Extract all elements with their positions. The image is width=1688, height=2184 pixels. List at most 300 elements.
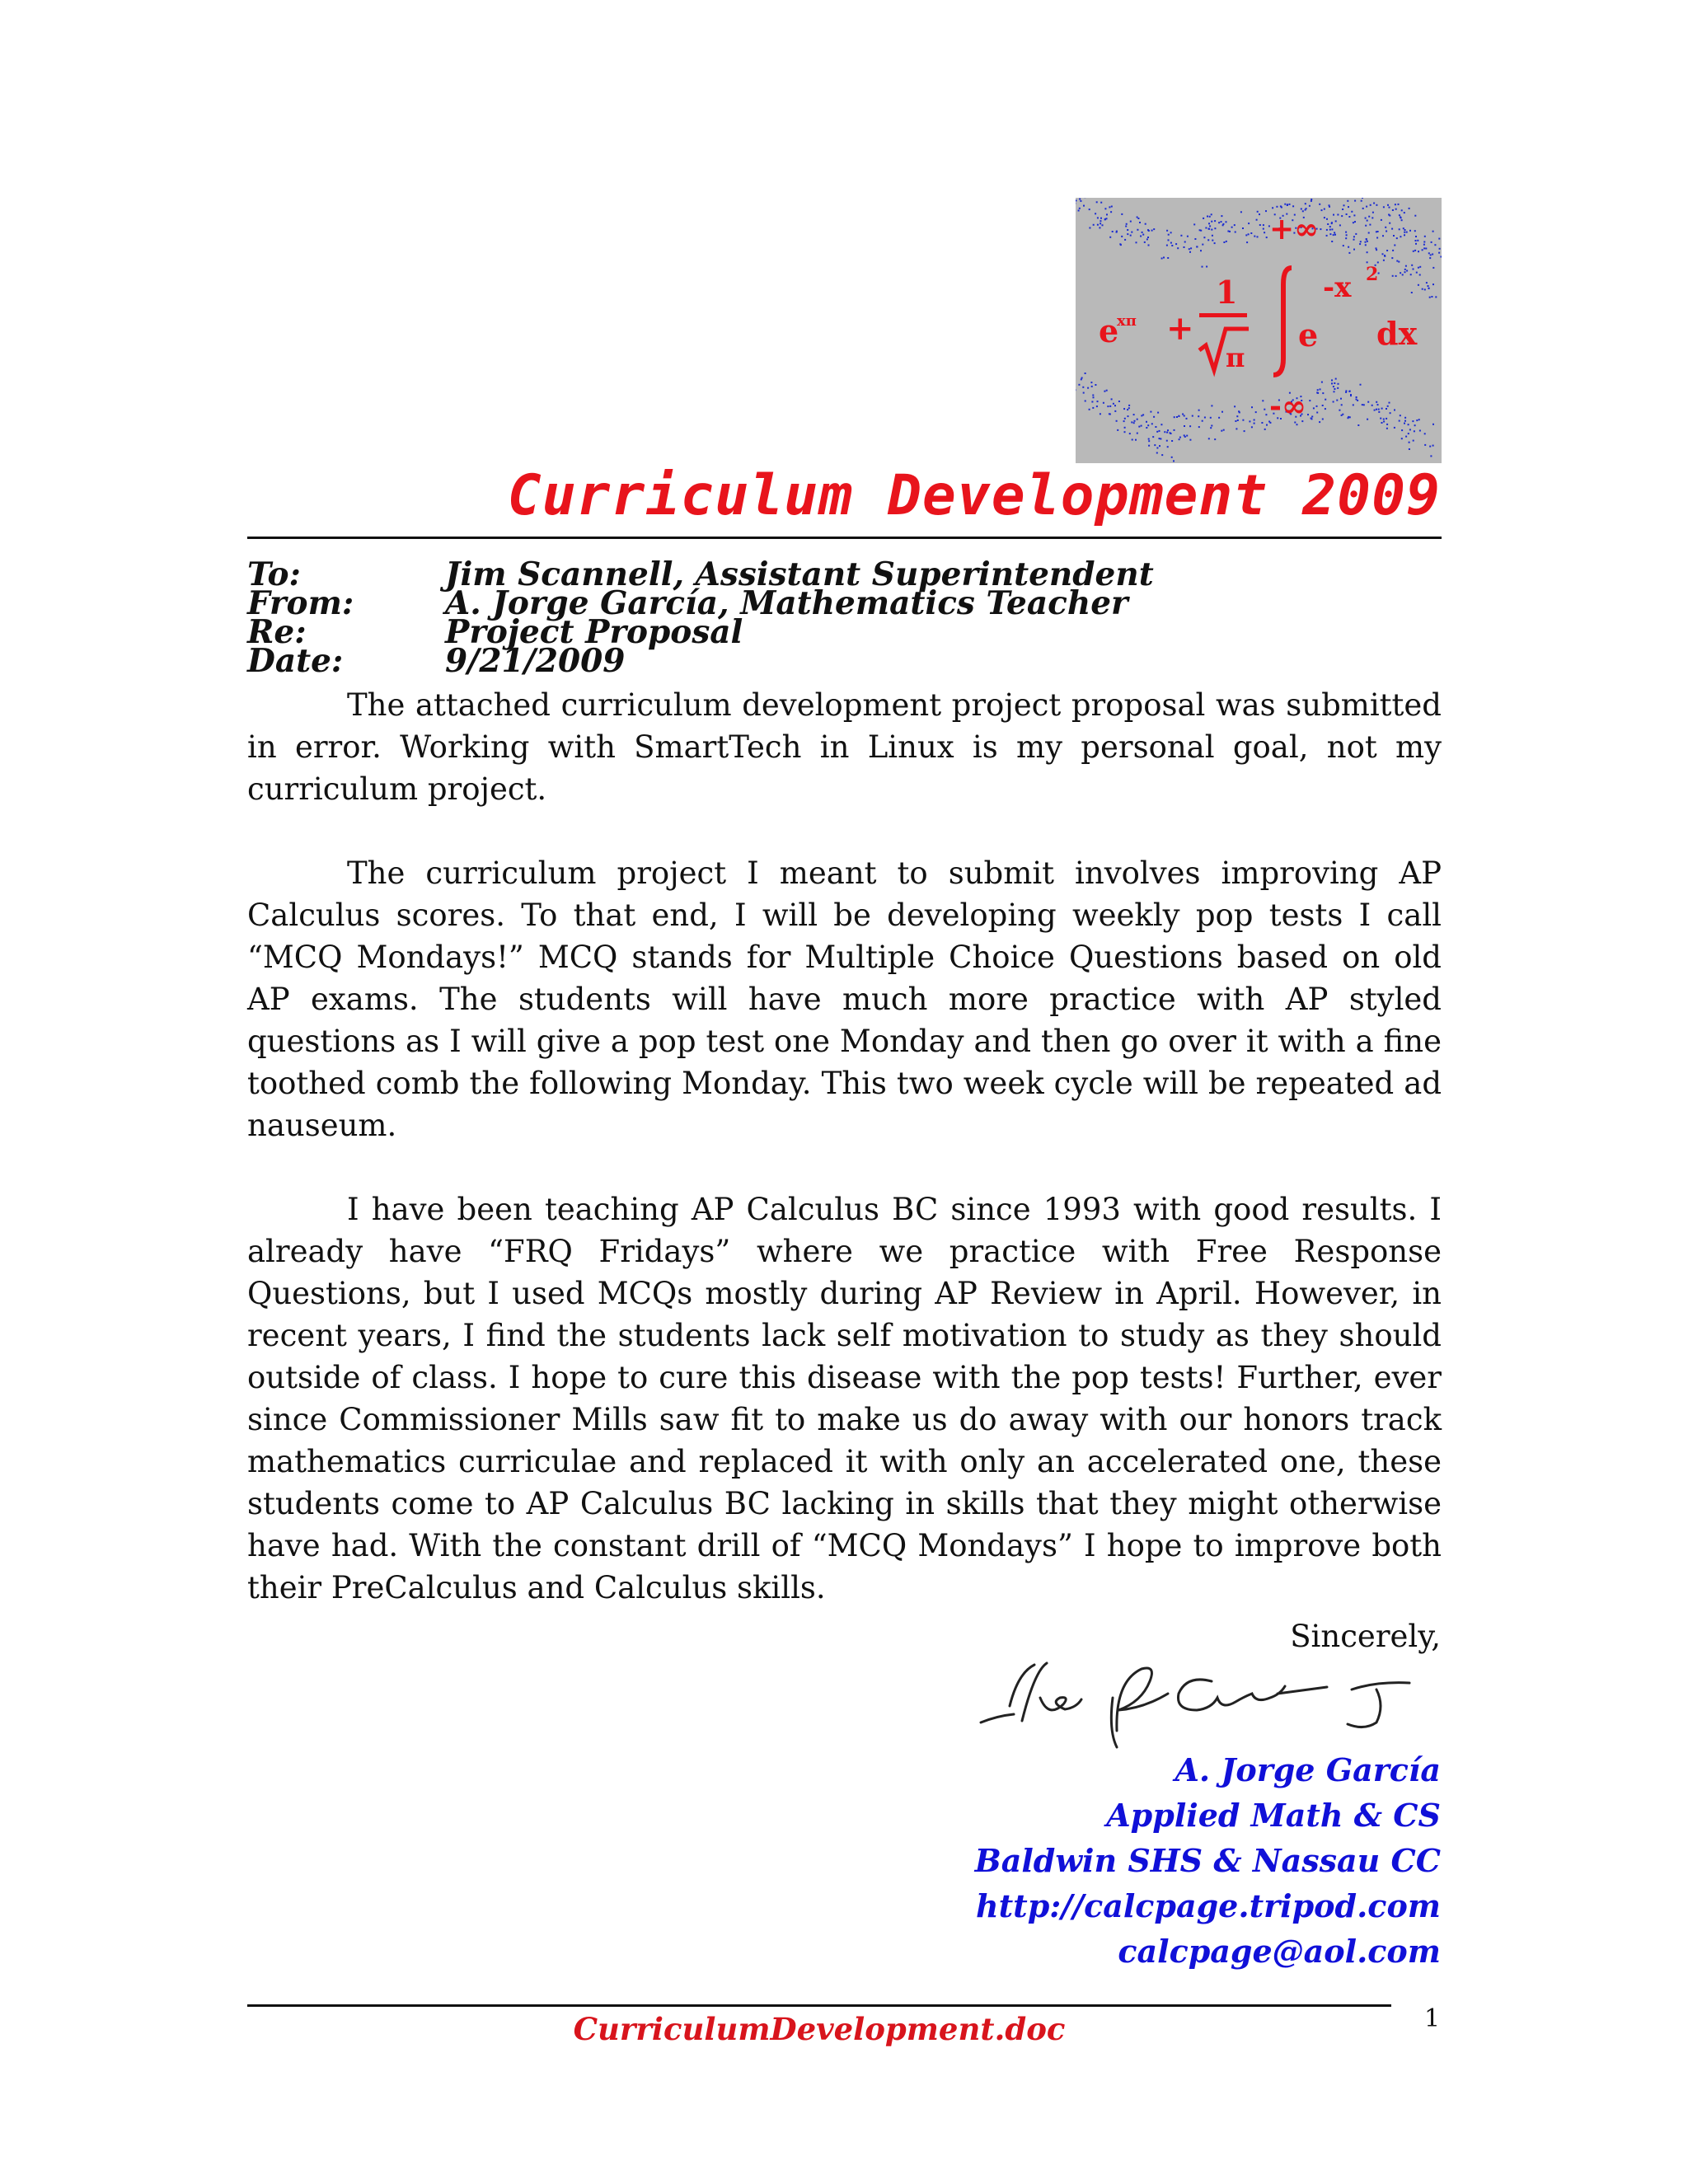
logo-speckle	[1112, 231, 1114, 232]
logo-speckle	[1135, 439, 1137, 441]
logo-speckle	[1336, 400, 1338, 401]
logo-integrand-exp: -x	[1323, 271, 1352, 304]
logo-speckle	[1422, 288, 1423, 290]
logo-speckle	[1111, 206, 1113, 208]
logo-speckle	[1236, 428, 1237, 429]
logo-speckle	[1343, 204, 1345, 206]
logo-speckle	[1206, 266, 1207, 268]
logo-speckle	[1184, 415, 1185, 417]
logo-speckle	[1249, 420, 1250, 422]
logo-speckle	[1331, 222, 1333, 223]
signer-email-link[interactable]: calcpage@aol.com	[1118, 1933, 1441, 1970]
logo-speckle	[1325, 399, 1326, 401]
logo-speckle	[1416, 272, 1418, 274]
logo-speckle	[1400, 415, 1401, 416]
logo-speckle	[1400, 272, 1401, 274]
logo-speckle	[1129, 433, 1131, 434]
letter-body	[247, 684, 1442, 1609]
logo-speckle	[1223, 429, 1225, 431]
logo-speckle	[1353, 249, 1355, 251]
logo-speckle	[1346, 234, 1348, 236]
logo-speckle	[1350, 395, 1352, 396]
logo-speckle	[1362, 198, 1363, 199]
logo-speckle	[1370, 204, 1372, 206]
logo-speckle	[1411, 292, 1413, 293]
logo-speckle	[1107, 405, 1109, 407]
logo-speckle	[1401, 219, 1403, 221]
logo-speckle	[1329, 226, 1331, 227]
logo-speckle	[1109, 405, 1111, 407]
logo-speckle	[1353, 404, 1354, 405]
logo-speckle	[1438, 252, 1440, 254]
logo-speckle	[1245, 234, 1247, 236]
logo-speckle	[1259, 213, 1260, 215]
logo-speckle	[1184, 436, 1186, 438]
logo-speckle	[1404, 423, 1405, 424]
logo-upper-limit: +∞	[1269, 212, 1320, 246]
logo-speckle	[1156, 452, 1158, 454]
logo-speckle	[1118, 401, 1120, 402]
logo-plus: +	[1166, 309, 1194, 348]
logo-lower-limit: -∞	[1269, 389, 1306, 424]
logo-speckle	[1348, 391, 1350, 392]
logo-speckle	[1284, 204, 1286, 205]
logo-speckle	[1148, 440, 1150, 442]
logo-speckle	[1254, 236, 1255, 237]
logo-speckle	[1377, 231, 1379, 232]
logo-speckle	[1316, 412, 1318, 414]
logo-speckle	[1085, 373, 1086, 374]
logo-speckle	[1399, 420, 1400, 422]
logo-speckle	[1104, 391, 1105, 392]
logo-speckle	[1311, 416, 1313, 418]
logo-speckle	[1170, 232, 1172, 233]
logo-speckle	[1171, 457, 1173, 458]
logo-speckle	[1292, 205, 1294, 207]
logo-speckle	[1202, 420, 1203, 422]
footer-divider	[247, 2004, 1391, 2007]
logo-speckle	[1429, 297, 1431, 298]
logo-speckle	[1229, 231, 1231, 232]
logo-speckle	[1360, 241, 1362, 242]
logo-speckle	[1348, 252, 1350, 254]
logo-speckle	[1109, 413, 1110, 415]
logo-speckle	[1081, 377, 1083, 379]
logo-speckle	[1259, 224, 1261, 226]
logo-speckle	[1089, 409, 1090, 410]
logo-speckle	[1083, 392, 1085, 394]
logo-speckle	[1394, 427, 1395, 429]
logo-e-left: e	[1099, 312, 1119, 349]
logo-speckle	[1409, 208, 1410, 209]
logo-speckle	[1151, 423, 1153, 424]
logo-speckle	[1184, 246, 1185, 248]
logo-speckle	[1423, 244, 1425, 246]
logo-speckle	[1341, 215, 1343, 217]
logo-speckle	[1121, 236, 1123, 237]
logo-speckle	[1321, 382, 1323, 383]
logo-speckle	[1106, 390, 1108, 391]
logo-speckle	[1340, 398, 1342, 400]
logo-speckle	[1153, 416, 1155, 418]
logo-speckle	[1113, 403, 1114, 405]
logo-speckle	[1096, 405, 1098, 407]
logo-speckle	[1401, 209, 1403, 211]
logo-speckle	[1083, 205, 1085, 207]
logo-denominator: π	[1226, 342, 1245, 373]
logo-speckle	[1419, 274, 1421, 276]
logo-speckle	[1368, 216, 1370, 218]
signer-website-link[interactable]: http://calcpage.tripod.com	[975, 1887, 1441, 1924]
logo-speckle	[1214, 242, 1216, 244]
logo-speckle	[1382, 235, 1384, 237]
logo-speckle	[1331, 241, 1333, 242]
logo-speckle	[1095, 213, 1096, 214]
logo-speckle	[1289, 204, 1291, 205]
logo-speckle	[1305, 203, 1306, 204]
logo-speckle	[1424, 288, 1426, 290]
logo-speckle	[1403, 227, 1404, 229]
logo-speckle	[1150, 411, 1151, 413]
logo-speckle	[1174, 429, 1175, 431]
memo-to-label: To:	[247, 555, 301, 593]
logo-speckle	[1212, 235, 1213, 237]
logo-speckle	[1242, 227, 1244, 229]
logo-speckle	[1134, 420, 1136, 422]
logo-speckle	[1334, 234, 1336, 236]
logo-speckle	[1203, 237, 1205, 238]
logo-speckle	[1372, 212, 1374, 213]
logo-speckle	[1363, 404, 1365, 405]
memo-from-row	[247, 584, 1442, 622]
logo-speckle	[1156, 448, 1158, 449]
logo-speckle	[1159, 430, 1160, 432]
logo-speckle	[1160, 424, 1162, 425]
memo-from-value: A. Jorge García, Mathematics Teacher	[445, 584, 1128, 622]
logo-speckle	[1429, 257, 1431, 259]
logo-speckle	[1197, 246, 1198, 248]
logo-speckle	[1386, 418, 1387, 419]
logo-speckle	[1244, 430, 1245, 432]
logo-speckle	[1137, 419, 1138, 420]
logo-speckle	[1395, 209, 1397, 210]
footer-filename: CurriculumDevelopment.doc	[573, 2011, 1066, 2047]
logo-speckle	[1189, 251, 1191, 253]
logo-speckle	[1148, 438, 1150, 440]
logo-speckle	[1093, 224, 1095, 226]
logo-speckle	[1404, 271, 1406, 273]
logo-speckle	[1171, 245, 1173, 246]
logo-speckle	[1389, 207, 1390, 209]
logo-speckle	[1386, 408, 1387, 410]
logo-speckle	[1168, 239, 1170, 241]
logo-speckle	[1418, 419, 1420, 420]
logo-speckle	[1401, 429, 1403, 431]
logo-speckle	[1203, 218, 1204, 219]
logo-speckle	[1263, 228, 1264, 230]
logo-speckle	[1418, 251, 1419, 252]
logo-integrand: e	[1298, 316, 1319, 354]
logo-speckle	[1399, 228, 1400, 230]
logo-speckle	[1334, 232, 1335, 233]
logo-speckle	[1207, 239, 1209, 241]
logo-speckle	[1341, 415, 1343, 416]
logo-e-left-exp: xπ	[1117, 312, 1137, 330]
logo-speckle	[1081, 378, 1082, 380]
logo-speckle	[1432, 267, 1434, 269]
logo-speckle	[1424, 236, 1426, 237]
logo-speckle	[1367, 261, 1368, 263]
logo-speckle	[1265, 414, 1267, 415]
logo-speckle	[1365, 244, 1367, 246]
logo-speckle	[1432, 231, 1434, 232]
logo-speckle	[1097, 217, 1099, 218]
logo-speckle	[1396, 237, 1398, 239]
logo-speckle	[1192, 415, 1193, 417]
logo-speckle	[1106, 218, 1108, 219]
logo-speckle	[1272, 207, 1273, 209]
logo-speckle	[1415, 236, 1417, 237]
logo-speckle	[1342, 414, 1343, 415]
logo-speckle	[1202, 266, 1203, 268]
logo-speckle	[1383, 206, 1385, 208]
logo-speckle	[1198, 410, 1200, 411]
logo-speckle	[1398, 261, 1400, 263]
logo-speckle	[1376, 409, 1377, 410]
logo-speckle	[1161, 258, 1163, 260]
logo-speckle	[1177, 247, 1179, 249]
logo-speckle	[1145, 223, 1146, 225]
logo-speckle	[1317, 392, 1319, 394]
logo-speckle	[1166, 432, 1168, 434]
logo-speckle	[1096, 201, 1098, 203]
logo-speckle	[1148, 445, 1150, 447]
logo-speckle	[1398, 204, 1400, 205]
logo-speckle	[1153, 228, 1155, 230]
logo-speckle	[1413, 269, 1414, 270]
logo-speckle	[1207, 216, 1208, 218]
logo-speckle	[1414, 215, 1416, 217]
logo-speckle	[1386, 250, 1388, 251]
logo-speckle	[1209, 216, 1211, 218]
logo-speckle	[1130, 221, 1132, 223]
header-divider	[247, 537, 1442, 539]
logo-speckle	[1378, 409, 1380, 410]
logo-speckle	[1333, 401, 1334, 403]
logo-speckle	[1430, 455, 1432, 457]
logo-speckle	[1157, 412, 1159, 414]
logo-speckle	[1254, 419, 1255, 421]
logo-speckle	[1341, 404, 1343, 405]
logo-speckle	[1079, 208, 1081, 209]
logo-speckle	[1333, 234, 1334, 236]
logo-speckle	[1331, 379, 1333, 381]
closing: Sincerely,	[1290, 1619, 1441, 1654]
logo-speckle	[1396, 260, 1398, 262]
logo-speckle	[1428, 288, 1430, 289]
logo-speckle	[1210, 417, 1212, 419]
logo-speckle	[1301, 209, 1302, 210]
logo-speckle	[1235, 232, 1236, 233]
logo-speckle	[1428, 285, 1429, 287]
logo-speckle	[1321, 209, 1323, 211]
logo-speckle	[1431, 296, 1432, 298]
logo-speckle	[1374, 410, 1376, 411]
logo-speckle	[1393, 235, 1395, 237]
logo-speckle	[1167, 257, 1169, 259]
logo-speckle	[1099, 227, 1100, 228]
logo-speckle	[1110, 211, 1112, 213]
handwritten-signature	[964, 1648, 1442, 1755]
logo-speckle	[1257, 211, 1259, 213]
logo-speckle	[1208, 438, 1210, 439]
logo-speckle	[1334, 388, 1335, 390]
logo-speckle	[1095, 384, 1096, 386]
logo-speckle	[1171, 440, 1173, 442]
logo-speckle	[1248, 233, 1250, 235]
logo-speckle	[1424, 433, 1426, 434]
logo-speckle	[1368, 232, 1370, 234]
logo-speckle	[1331, 228, 1333, 230]
document-title: Curriculum Development 2009	[507, 463, 1441, 528]
logo-speckle	[1128, 405, 1130, 406]
logo-speckle	[1343, 245, 1344, 246]
logo-speckle	[1404, 417, 1406, 419]
logo-speckle	[1405, 265, 1407, 267]
logo-speckle	[1128, 415, 1129, 417]
logo-speckle	[1092, 407, 1094, 409]
logo-speckle	[1367, 419, 1368, 420]
logo-speckle	[1223, 241, 1225, 243]
logo-speckle	[1176, 416, 1178, 418]
logo-speckle	[1151, 230, 1153, 232]
logo-speckle	[1166, 245, 1168, 246]
logo-speckle	[1187, 236, 1189, 237]
logo-speckle	[1404, 232, 1405, 233]
signer-title: Applied Math & CS	[1106, 1797, 1441, 1834]
memo-from-label: From:	[247, 584, 354, 622]
logo-speckle	[1184, 241, 1186, 243]
logo-speckle	[1147, 424, 1149, 426]
logo-speckle	[1123, 420, 1125, 422]
logo-speckle	[1356, 399, 1357, 401]
logo-speckle	[1133, 422, 1135, 424]
logo-speckle	[1226, 221, 1227, 223]
logo-speckle	[1348, 206, 1349, 208]
logo-speckle	[1198, 426, 1200, 428]
logo-speckle	[1401, 438, 1403, 439]
logo-speckle	[1417, 240, 1418, 241]
logo-speckle	[1381, 408, 1383, 410]
signer-name: A. Jorge García	[1175, 1751, 1441, 1788]
memo-to-value: Jim Scannell, Assistant Superintendent	[445, 555, 1154, 593]
logo-speckle	[1322, 392, 1324, 394]
logo-speckle	[1432, 445, 1434, 447]
logo-speckle	[1339, 410, 1340, 411]
logo-speckle	[1413, 251, 1414, 252]
logo-speckle	[1409, 230, 1411, 232]
logo-speckle	[1353, 214, 1355, 216]
logo-speckle	[1189, 425, 1191, 427]
logo-speckle	[1189, 248, 1190, 250]
logo-speckle	[1262, 400, 1264, 401]
logo-speckle	[1296, 424, 1298, 425]
logo-speckle	[1161, 454, 1163, 456]
logo-speckle	[1309, 205, 1311, 207]
logo-speckle	[1392, 209, 1394, 211]
logo-speckle	[1102, 224, 1104, 226]
logo-speckle	[1346, 213, 1348, 215]
logo-speckle	[1093, 396, 1095, 398]
logo-speckle	[1131, 421, 1132, 423]
logo-speckle	[1119, 243, 1121, 245]
logo-speckle	[1419, 430, 1421, 432]
signer-school: Baldwin SHS & Nassau CC	[974, 1842, 1441, 1879]
logo-speckle	[1264, 409, 1265, 410]
logo-speckle	[1347, 200, 1348, 202]
logo-speckle	[1369, 224, 1371, 226]
logo-speckle	[1432, 284, 1434, 285]
logo-speckle	[1251, 426, 1253, 428]
logo-speckle	[1434, 244, 1436, 246]
logo-speckle	[1154, 444, 1156, 446]
logo-speckle	[1163, 257, 1165, 259]
logo-speckle	[1142, 414, 1144, 415]
paragraph-3: I have been teaching AP Calculus BC since 1993 with good results. I already have “FRQ Fridays” where we practice with Free Response Questions, but I used MCQs mostly during AP Review in April. However, in recent years, I find the students lack self motivation to study as they should outside of class. I hope to cure this disease with the pop tests! Further, ever since Commissioner Mills saw fit to make us do away with our honors track mathematics curriculae and replaced it with only an accelerated one, these students come to AP Calculus BC lacking in skills that they might otherwise have had. With the constant drill of “MCQ Mondays” I hope to improve both their PreCalculus and Calculus skills.	[247, 1192, 1442, 1605]
logo-speckle	[1287, 204, 1288, 206]
logo-speckle	[1193, 223, 1195, 225]
logo-speckle	[1200, 250, 1202, 251]
logo-speckle	[1231, 227, 1233, 228]
logo-speckle	[1430, 254, 1432, 255]
logo-speckle	[1208, 223, 1210, 224]
logo-speckle	[1124, 431, 1126, 433]
logo-speckle	[1167, 429, 1169, 431]
logo-speckle	[1167, 446, 1169, 448]
logo-speckle	[1146, 421, 1147, 423]
logo-speckle	[1174, 416, 1175, 418]
logo-speckle	[1091, 401, 1093, 403]
logo-speckle	[1366, 238, 1367, 240]
logo-speckle	[1218, 417, 1220, 419]
logo-speckle	[1342, 209, 1343, 210]
logo-speckle	[1078, 210, 1080, 212]
logo-speckle	[1137, 218, 1139, 219]
logo-speckle	[1100, 202, 1102, 204]
logo-speckle	[1353, 222, 1354, 223]
logo-speckle	[1383, 421, 1385, 423]
logo-speckle	[1109, 237, 1111, 238]
gaussian-integral-logo	[1076, 198, 1442, 463]
memo-date-label: Date:	[247, 642, 344, 680]
logo-speckle	[1423, 241, 1425, 243]
logo-speckle	[1338, 383, 1339, 385]
logo-speckle	[1179, 438, 1180, 440]
logo-speckle	[1381, 219, 1382, 221]
logo-speckle	[1424, 444, 1426, 446]
logo-speckle	[1106, 213, 1108, 215]
logo-speckle	[1109, 206, 1110, 208]
logo-speckle	[1124, 427, 1126, 429]
logo-speckle	[1408, 433, 1409, 434]
logo-speckle	[1104, 218, 1106, 220]
logo-speckle	[1266, 237, 1268, 238]
logo-speckle	[1097, 401, 1099, 402]
logo-speckle	[1091, 386, 1093, 387]
logo-speckle	[1414, 430, 1415, 432]
logo-speckle	[1322, 405, 1324, 406]
logo-speckle	[1399, 214, 1400, 216]
